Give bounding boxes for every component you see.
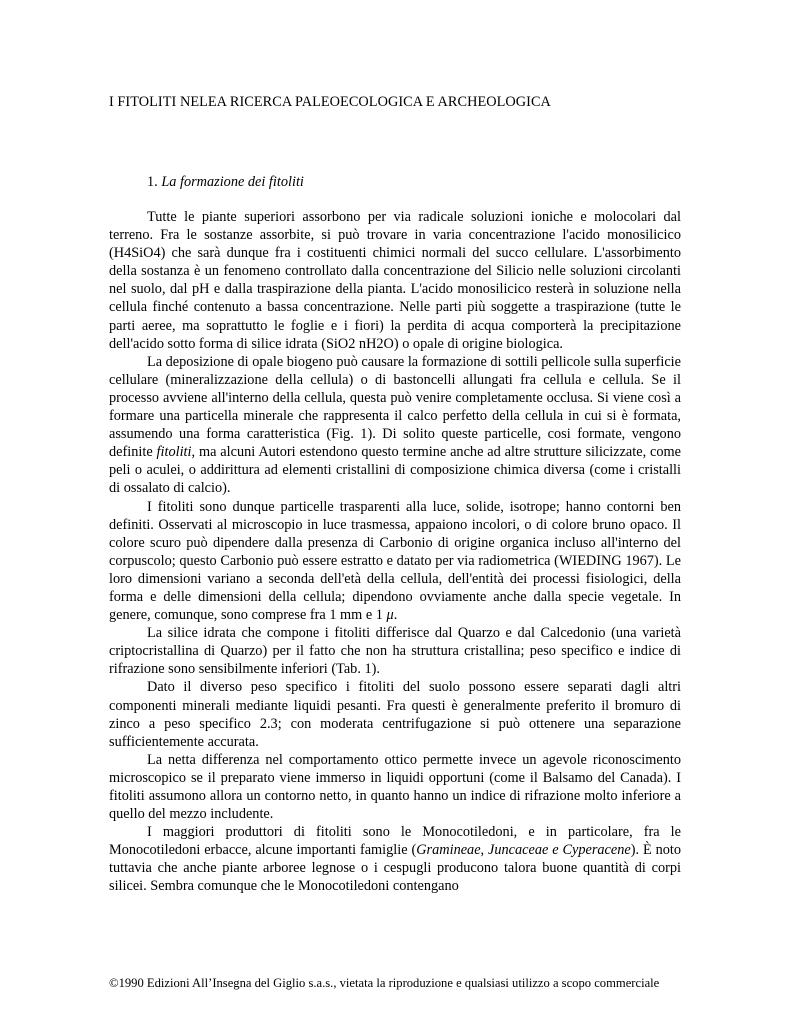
- paragraph-2-text-cont: , ma alcuni Autori estendono questo termine anche ad altre strutture silicizzate, come peli o aculei, o addirittura ad elementi cristallini di composizione chimica diversa (come i cristalli di ossalato di calcio).: [109, 444, 681, 497]
- plant-families: Gramineae, Juncaceae e Cyperacene: [416, 842, 631, 859]
- paragraph-3: [109, 498, 681, 625]
- copyright-footer: ©1990 Edizioni All’Insegna del Giglio s.a.s., vietata la riproduzione e qualsiasi utilizzo a scopo commerciale: [109, 976, 660, 990]
- paragraph-3-end: .: [393, 607, 398, 624]
- paragraph-7-text-cont: ). È noto tuttavia che anche piante arboree legnose o i cespugli producono talora buone quantità di corpi silicei. Sembra comunque che le Monocotiledoni contengano: [109, 842, 681, 895]
- paragraph-1: Tutte le piante superiori assorbono per via radicale soluzioni ioniche e molocolari dal terreno. Fra le sostanze assorbite, si può trovare in varia concentrazione l'acido monosilicico (H4SiO4) che sarà dunque fra i costituenti chimici normali del succo cellulare. L'assorbimento della sostanza è un fenomeno controllato dalla concentrazione del Silicio nelle soluzioni circolanti nel suolo, dal pH e dalla traspirazione della pianta. L'acido monosilicico resterà in soluzione nella cellula finché contenuto a bassa concentrazione. Nelle parti più soggette a traspirazione (tutte le parti aeree, ma soprattutto le foglie e i fiori) la perdita di acqua comporterà la precipitazione dell'acido sotto forma di silice idrata (SiO2 nH2O) o opale di origine biologica.: [109, 209, 681, 352]
- paragraph-2: [109, 353, 681, 498]
- section-title: La formazione dei fitoliti: [161, 174, 304, 190]
- paragraph-5: Dato il diverso peso specifico i fitoliti del suolo possono essere separati dagli altri componenti minerali mediante liquidi pesanti. Fra questi è generalmente preferito il bromuro di zinco a peso specifico 2.3; con moderata centrifugazione si può ottenere una separazione sufficientemente accurata.: [109, 679, 681, 750]
- paragraph-2-text: La deposizione di opale biogeno può causare la formazione di sottili pellicole sulla superficie cellulare (mineralizzazione della cellula) o di bastoncelli allungati fra cellula e cellula. Se il processo avviene all'interno della cellula, questa può venire completamente occlusa. Si viene così a formare una particella minerale che rappresenta il calco perfetto della cellula in cui si è formata, assumendo una forma caratteristica (Fig. 1). Di solito queste particelle, cosi formate, vengono definite: [109, 353, 681, 461]
- unit-micron: μ: [386, 607, 394, 624]
- term-fitoliti: fitoliti: [156, 444, 192, 461]
- body-text: [109, 208, 681, 896]
- paragraph-6: La netta differenza nel comportamento ottico permette invece un agevole riconoscimento microscopico se il preparato viene immerso in liquidi opportuni (come il Balsamo del Canada). I fitoliti assumono allora un contorno netto, in quanto hanno un indice di rifrazione molto inferiore a quello del mezzo includente.: [109, 751, 681, 823]
- document-title: I FITOLITI NELEA RICERCA PALEOECOLOGICA E ARCHEOLOGICA: [109, 94, 551, 110]
- paragraph-3-text: I fitoliti sono dunque particelle trasparenti alla luce, solide, isotrope; hanno contorni ben definiti. Osservati al microscopio in luce trasmessa, appaiono incolori, o di colore bruno opaco. Il colore scuro può dipendere dalla presenza di Carbonio di origine organica incluso all'interno del corpuscolo; questo Carbonio può essere estratto e datato per via radiometrica (WIEDING 1967). Le loro dimensioni variano a seconda dell'età della cellula, dell'entità dei processi fisiologici, della forma e delle dimensioni della cellula; dipendono ovviamente anche dalla specie vegetale. In genere, comunque, sono comprese fra 1 mm e 1: [109, 498, 681, 624]
- section-number: 1.: [147, 174, 158, 190]
- section-heading: [147, 173, 304, 191]
- paragraph-7-text: I maggiori produttori di fitoliti sono le Monocotiledoni, e in particolare, fra le Monocotiledoni erbacce, alcune importanti famiglie (: [109, 824, 681, 859]
- paragraph-4: La silice idrata che compone i fitoliti differisce dal Quarzo e dal Calcedonio (una varietà criptocristallina di Quarzo) per il fatto che non ha struttura cristallina; peso specifico e indice di rifrazione sono sensibilmente inferiori (Tab. 1).: [109, 625, 681, 678]
- paragraph-7: [109, 823, 681, 895]
